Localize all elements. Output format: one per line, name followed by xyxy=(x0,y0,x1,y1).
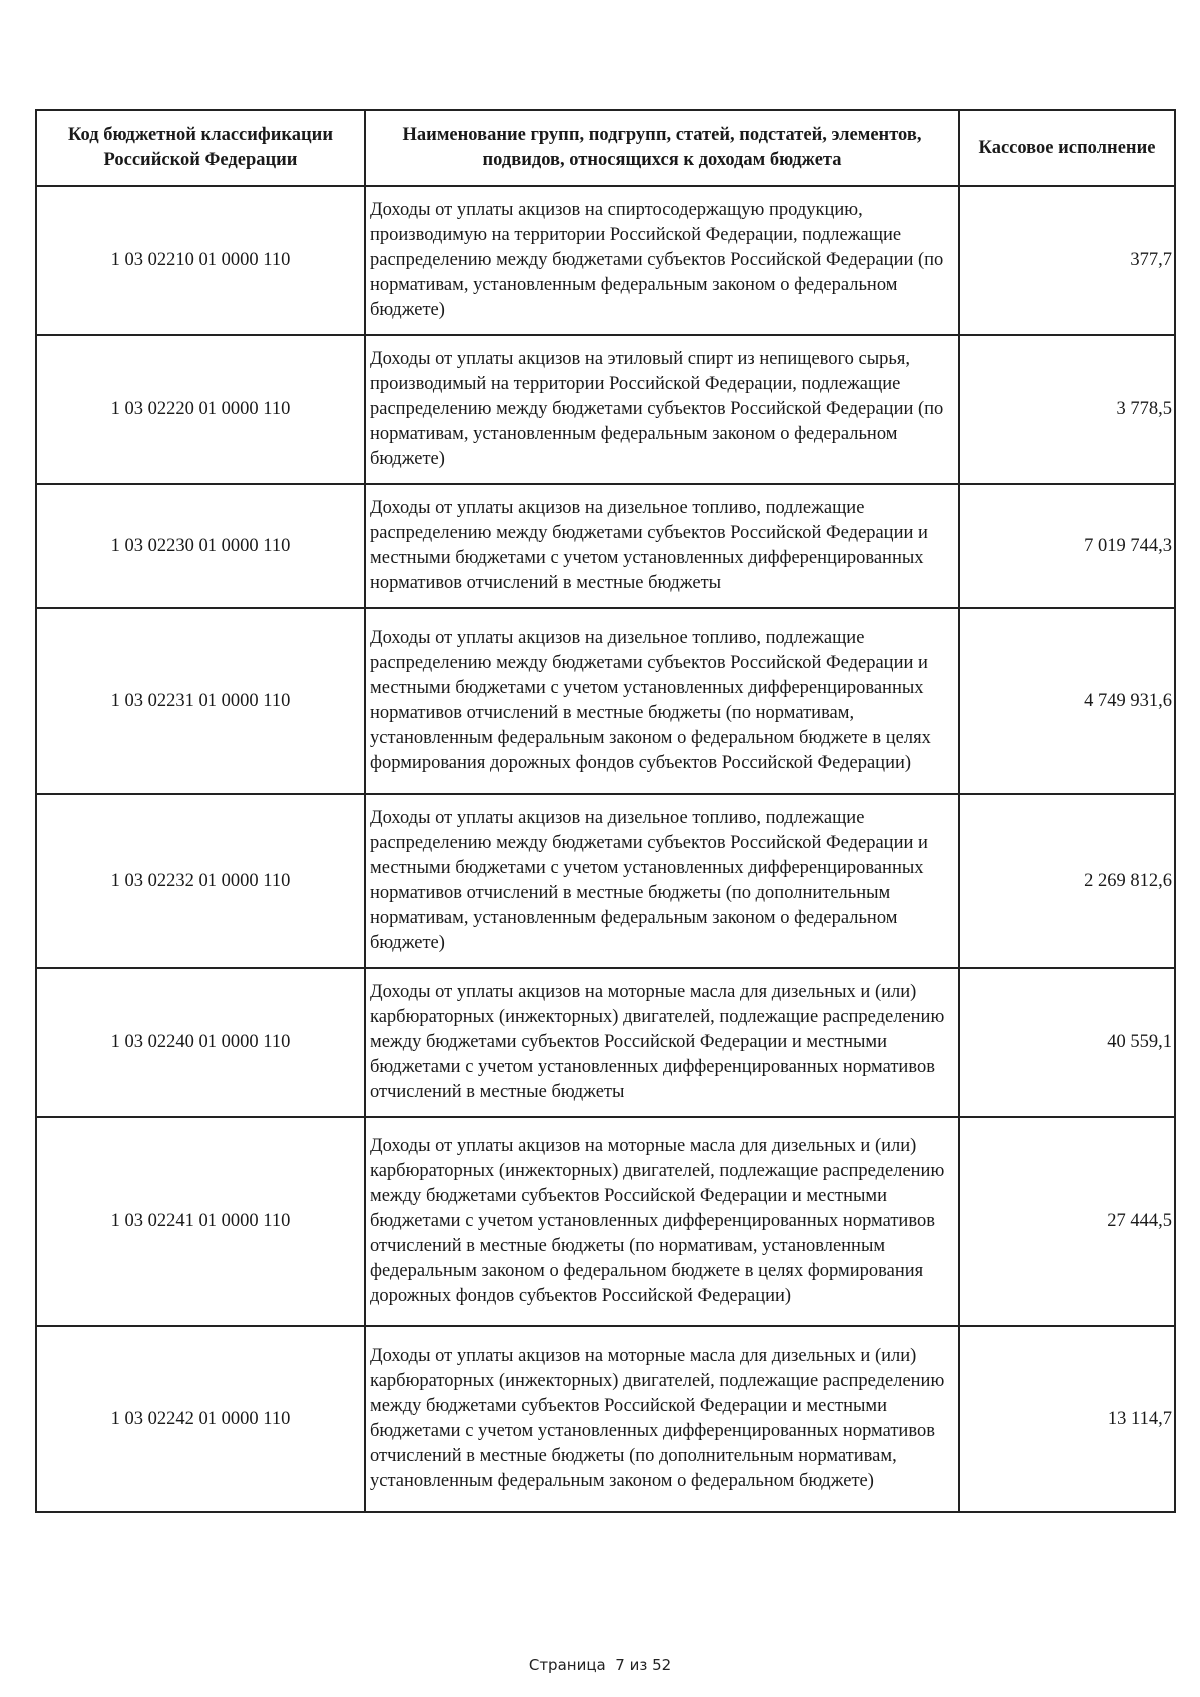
cash-execution-cell: 7 019 744,3 xyxy=(959,484,1175,608)
revenue-name-cell: Доходы от уплаты акцизов на дизельное топливо, подлежащие распределению между бюджетами субъектов Российской Федерации и местными бюджетами с учетом установленных дифференцированных нормативов отчислений в местные бюджеты xyxy=(365,484,959,608)
cash-execution-cell: 2 269 812,6 xyxy=(959,794,1175,968)
table-row xyxy=(36,186,1175,335)
revenue-name-cell: Доходы от уплаты акцизов на дизельное топливо, подлежащие распределению между бюджетами субъектов Российской Федерации и местными бюджетами с учетом установленных дифференцированных нормативов отчислений в местные бюджеты (по дополнительным нормативам, установленным федеральным законом о федеральном бюджете) xyxy=(365,794,959,968)
table-row xyxy=(36,1117,1175,1326)
table-row xyxy=(36,335,1175,484)
table-row xyxy=(36,608,1175,794)
revenue-name-cell: Доходы от уплаты акцизов на спиртосодержащую продукцию, производимую на территории Российской Федерации, подлежащие распределению между бюджетами субъектов Российской Федерации (по нормативам, установленным федеральным законом о федеральном бюджете) xyxy=(365,186,959,335)
header-cash-execution: Кассовое исполнение xyxy=(959,110,1175,186)
header-budget-code: Код бюджетной классификации Российской Федерации xyxy=(36,110,365,186)
revenue-name-cell: Доходы от уплаты акцизов на моторные масла для дизельных и (или) карбюраторных (инжекторных) двигателей, подлежащие распределению между бюджетами субъектов Российской Федерации и местными бюджетами с учетом установленных дифференцированных нормативов отчислений в местные бюджеты (по нормативам, установленным федеральным законом о федеральном бюджете в целях формирования дорожных фондов субъектов Российской Федерации) xyxy=(365,1117,959,1326)
cash-execution-cell: 377,7 xyxy=(959,186,1175,335)
budget-code-cell: 1 03 02230 01 0000 110 xyxy=(36,484,365,608)
revenue-name-cell: Доходы от уплаты акцизов на дизельное топливо, подлежащие распределению между бюджетами субъектов Российской Федерации и местными бюджетами с учетом установленных дифференцированных нормативов отчислений в местные бюджеты (по нормативам, установленным федеральным законом о федеральном бюджете в целях формирования дорожных фондов субъектов Российской Федерации) xyxy=(365,608,959,794)
revenue-name-cell: Доходы от уплаты акцизов на этиловый спирт из непищевого сырья, производимый на территории Российской Федерации, подлежащие распределению между бюджетами субъектов Российской Федерации (по нормативам, установленным федеральным законом о федеральном бюджете) xyxy=(365,335,959,484)
table-row xyxy=(36,968,1175,1117)
budget-code-cell: 1 03 02242 01 0000 110 xyxy=(36,1326,365,1512)
cash-execution-cell: 27 444,5 xyxy=(959,1117,1175,1326)
page-footer xyxy=(0,1656,1200,1674)
cash-execution-cell: 13 114,7 xyxy=(959,1326,1175,1512)
budget-code-cell: 1 03 02241 01 0000 110 xyxy=(36,1117,365,1326)
budget-code-cell: 1 03 02210 01 0000 110 xyxy=(36,186,365,335)
table-row xyxy=(36,484,1175,608)
budget-code-cell: 1 03 02240 01 0000 110 xyxy=(36,968,365,1117)
header-revenue-name: Наименование групп, подгрупп, статей, подстатей, элементов, подвидов, относящихся к доходам бюджета xyxy=(365,110,959,186)
budget-code-cell: 1 03 02220 01 0000 110 xyxy=(36,335,365,484)
budget-revenue-table xyxy=(35,109,1176,1513)
table-row xyxy=(36,1326,1175,1512)
table-row xyxy=(36,794,1175,968)
cash-execution-cell: 3 778,5 xyxy=(959,335,1175,484)
revenue-name-cell: Доходы от уплаты акцизов на моторные масла для дизельных и (или) карбюраторных (инжекторных) двигателей, подлежащие распределению между бюджетами субъектов Российской Федерации и местными бюджетами с учетом установленных дифференцированных нормативов отчислений в местные бюджеты (по дополнительным нормативам, установленным федеральным законом о федеральном бюджете) xyxy=(365,1326,959,1512)
table-header-row xyxy=(36,110,1175,186)
cash-execution-cell: 4 749 931,6 xyxy=(959,608,1175,794)
revenue-name-cell: Доходы от уплаты акцизов на моторные масла для дизельных и (или) карбюраторных (инжекторных) двигателей, подлежащие распределению между бюджетами субъектов Российской Федерации и местными бюджетами с учетом установленных дифференцированных нормативов отчислений в местные бюджеты xyxy=(365,968,959,1117)
budget-code-cell: 1 03 02231 01 0000 110 xyxy=(36,608,365,794)
budget-code-cell: 1 03 02232 01 0000 110 xyxy=(36,794,365,968)
cash-execution-cell: 40 559,1 xyxy=(959,968,1175,1117)
page-number-label: Страница 7 из 52 xyxy=(528,1656,672,1674)
